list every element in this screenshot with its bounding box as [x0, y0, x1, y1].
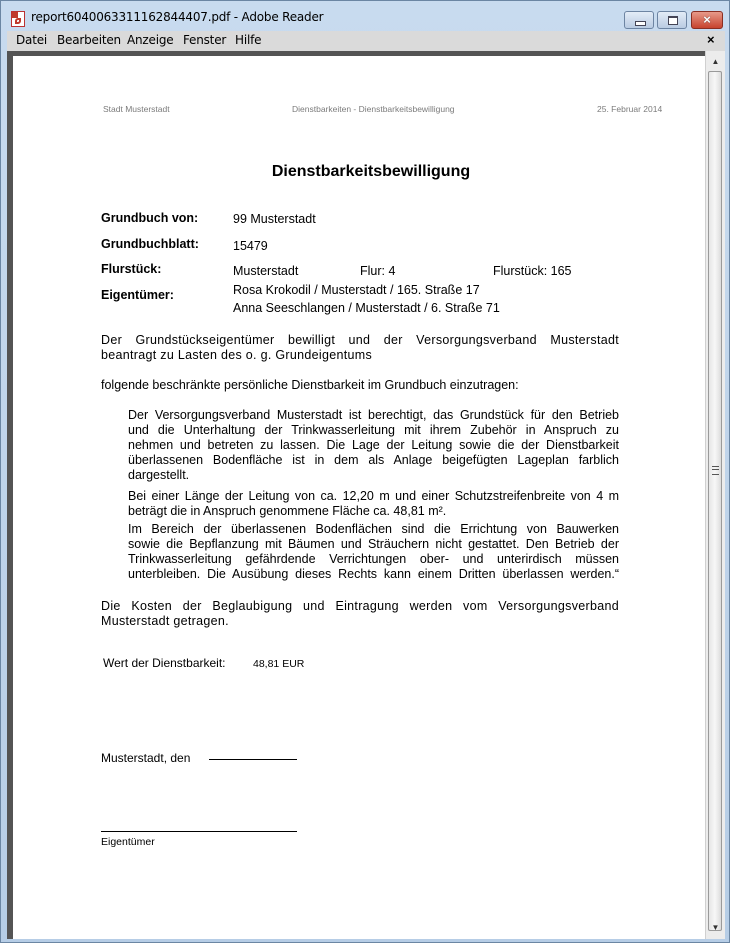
eigentuemer-label: Eigentümer: [101, 288, 174, 302]
maximize-button[interactable] [657, 11, 687, 29]
quote-paragraph-1: Der Versorgungsverband Musterstadt ist berechtigt, das Grundstück für den Betrieb und die Unterhaltung der Trinkwasserleitung mit ihrem Zubehör in Anspruch zu nehmen und betreten zu lassen. Die Lage der Leitung sowie die der Dienstbarkeit überlassenen Bodenfläche ist in dem als Anlage beigefügten Lageplan farblich dargestellt. [128, 408, 619, 482]
close-icon: × [703, 12, 711, 27]
grundbuchblatt-value: 15479 [233, 239, 268, 253]
title-bar[interactable] [1, 1, 729, 31]
menu-datei[interactable]: Datei [16, 33, 48, 47]
window-title: report6040063311162844407.pdf - Adobe Reader [31, 10, 324, 24]
scroll-thumb[interactable] [708, 71, 722, 931]
intro2-paragraph: folgende beschränkte persönliche Dienstbarkeit im Grundbuch einzutragen: [101, 378, 519, 392]
signature-line [101, 831, 297, 832]
menu-bar [7, 31, 725, 51]
document-title: Dienstbarkeitsbewilligung [271, 163, 471, 180]
close-document-icon[interactable]: × [707, 32, 715, 47]
date-line [209, 759, 297, 760]
signature-label: Eigentümer [101, 836, 155, 848]
flurstueck-flur: Flur: 4 [360, 264, 396, 278]
flurstueck-gemarkung: Musterstadt [233, 264, 299, 278]
costs-paragraph: Die Kosten der Beglaubigung und Eintragung werden vom Versorgungsverband Musterstadt getragen. [101, 599, 619, 628]
flurstueck-label: Flurstück: [101, 262, 162, 276]
grundbuch-value: 99 Musterstadt [233, 212, 316, 226]
scroll-up-arrow-icon[interactable]: ▲ [711, 57, 720, 66]
eigentuemer-2: Anna Seeschlangen / Musterstadt / 6. Straße 71 [233, 301, 500, 315]
menu-bearbeiten[interactable]: Bearbeiten [57, 33, 121, 47]
header-center: Dienstbarkeiten - Dienstbarkeitsbewilligung [292, 104, 455, 114]
header-date: 25. Februar 2014 [597, 104, 663, 114]
wert-label: Wert der Dienstbarkeit: [103, 656, 226, 670]
flurstueck-nummer: Flurstück: 165 [493, 264, 572, 278]
menu-fenster[interactable]: Fenster [183, 33, 227, 47]
header-left: Stadt Musterstadt [103, 104, 170, 114]
vertical-scrollbar[interactable] [705, 51, 725, 939]
grip-icon [712, 466, 719, 475]
place-date-label: Musterstadt, den [101, 751, 191, 765]
pdf-document-icon [11, 11, 25, 27]
menu-hilfe[interactable]: Hilfe [235, 33, 262, 47]
intro-paragraph: Der Grundstückseigentümer bewilligt und der Versorgungsverband Musterstadt beantragt zu Lasten des o. g. Grundeigentums [101, 333, 619, 362]
close-button[interactable] [691, 11, 723, 29]
minimize-button[interactable] [624, 11, 654, 29]
wert-value: 48,81 EUR [253, 658, 305, 670]
menu-anzeige[interactable]: Anzeige [127, 33, 174, 47]
eigentuemer-1: Rosa Krokodil / Musterstadt / 165. Straße 17 [233, 283, 480, 297]
quote-paragraph-3: Im Bereich der überlassenen Bodenflächen sind die Errichtung von Bauwerken sowie die Bepflanzung mit Bäumen und Sträuchern nicht gestattet. Den Betrieb der Trinkwasserleitung gefährdende Verrichtungen ober- und unterirdisch müssen unterbleiben. Die Ausübung dieses Rechts kann einem Dritten überlassen werden.“ [128, 522, 619, 581]
grundbuch-label: Grundbuch von: [101, 211, 199, 225]
grundbuchblatt-label: Grundbuchblatt: [101, 237, 199, 251]
scroll-down-arrow-icon[interactable]: ▼ [711, 923, 720, 932]
quote-paragraph-2: Bei einer Länge der Leitung von ca. 12,20 m und einer Schutzstreifenbreite von 4 m beträgt die in Anspruch genommene Fläche ca. 48,81 m². [128, 489, 619, 518]
